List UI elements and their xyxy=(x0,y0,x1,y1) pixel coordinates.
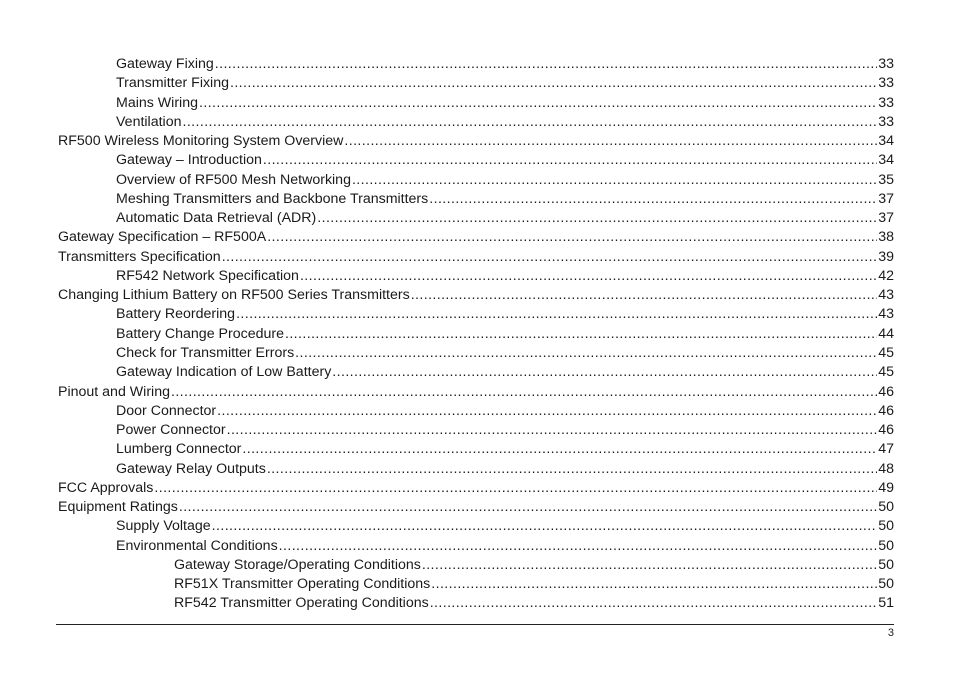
toc-entry-battery-change-procedure[interactable] xyxy=(0,325,954,344)
toc-entry-page: 51 xyxy=(878,595,894,612)
toc-dot-leader xyxy=(222,248,878,267)
table-of-contents xyxy=(0,55,954,614)
toc-entry-title: Changing Lithium Battery on RF500 Series Transmitters xyxy=(58,287,410,304)
toc-dot-leader xyxy=(279,537,878,556)
toc-entry-page: 33 xyxy=(878,56,894,72)
toc-entry-title: Automatic Data Retrieval (ADR) xyxy=(116,210,317,227)
toc-entry-title: Transmitters Specification xyxy=(58,248,221,265)
toc-entry-title: Overview of RF500 Mesh Networking xyxy=(116,171,351,188)
toc-entry-page: 42 xyxy=(878,267,894,284)
toc-entry-page: 34 xyxy=(878,152,894,169)
toc-entry-page: 43 xyxy=(878,306,894,323)
toc-entry-title: Battery Change Procedure xyxy=(116,325,284,342)
toc-dot-leader xyxy=(411,286,878,305)
toc-entry-title: Supply Voltage xyxy=(116,518,211,535)
toc-dot-leader xyxy=(267,460,877,479)
toc-dot-leader xyxy=(215,55,877,74)
toc-entry-environmental-conditions[interactable] xyxy=(0,537,954,556)
toc-entry-page: 46 xyxy=(878,402,894,419)
toc-entry-title: RF51X Transmitter Operating Conditions xyxy=(174,576,431,593)
toc-entry-page: 35 xyxy=(878,171,894,188)
toc-entry-title: RF542 Transmitter Operating Conditions xyxy=(174,595,429,612)
toc-entry-title: RF500 Wireless Monitoring System Overview xyxy=(58,133,344,150)
toc-dot-leader xyxy=(242,440,877,459)
toc-entry-meshing-backbone[interactable] xyxy=(0,190,954,209)
toc-entry-page: 50 xyxy=(878,576,894,593)
toc-entry-gateway-fixing[interactable] xyxy=(0,55,954,74)
toc-dot-leader xyxy=(430,594,878,613)
toc-entry-gateway-storage-conditions[interactable] xyxy=(0,556,954,575)
toc-entry-title: Gateway Fixing xyxy=(116,56,214,72)
toc-entry-pinout-wiring[interactable] xyxy=(0,383,954,402)
toc-entry-page: 50 xyxy=(878,537,894,554)
toc-entry-page: 50 xyxy=(878,518,894,535)
toc-entry-page: 33 xyxy=(878,75,894,92)
footer-rule xyxy=(56,624,894,625)
toc-entry-adr[interactable] xyxy=(0,209,954,228)
toc-entry-page: 50 xyxy=(878,499,894,516)
toc-entry-title: Mains Wiring xyxy=(116,94,198,111)
toc-entry-power-connector[interactable] xyxy=(0,421,954,440)
toc-entry-transmitters-specification[interactable] xyxy=(0,248,954,267)
toc-entry-relay-outputs[interactable] xyxy=(0,460,954,479)
toc-entry-title: Check for Transmitter Errors xyxy=(116,344,295,361)
toc-entry-title: Power Connector xyxy=(116,422,226,439)
toc-entry-title: RF542 Network Specification xyxy=(116,267,299,284)
toc-dot-leader xyxy=(154,479,877,498)
toc-dot-leader xyxy=(182,113,877,132)
toc-entry-page: 43 xyxy=(878,287,894,304)
toc-dot-leader xyxy=(236,305,877,324)
toc-entry-title: Gateway Relay Outputs xyxy=(116,460,266,477)
toc-entry-title: Gateway Indication of Low Battery xyxy=(116,364,332,381)
toc-entry-supply-voltage[interactable] xyxy=(0,517,954,536)
toc-dot-leader xyxy=(332,363,877,382)
toc-entry-transmitter-errors[interactable] xyxy=(0,344,954,363)
toc-entry-title: Lumberg Connector xyxy=(116,441,242,458)
toc-dot-leader xyxy=(199,94,877,113)
toc-dot-leader xyxy=(285,325,877,344)
toc-entry-low-battery[interactable] xyxy=(0,363,954,382)
toc-entry-rf542-conditions[interactable] xyxy=(0,594,954,613)
toc-entry-page: 46 xyxy=(878,383,894,400)
toc-entry-gateway-specification[interactable] xyxy=(0,228,954,247)
toc-entry-mains-wiring[interactable] xyxy=(0,94,954,113)
toc-entry-page: 37 xyxy=(878,190,894,207)
toc-entry-changing-battery[interactable] xyxy=(0,286,954,305)
toc-dot-leader xyxy=(429,190,877,209)
page-number: 3 xyxy=(887,627,894,639)
toc-entry-page: 45 xyxy=(878,364,894,381)
toc-dot-leader xyxy=(212,517,878,536)
toc-dot-leader xyxy=(230,74,877,93)
toc-entry-ventilation[interactable] xyxy=(0,113,954,132)
toc-entry-rf51x-conditions[interactable] xyxy=(0,575,954,594)
toc-entry-title: FCC Approvals xyxy=(58,479,154,496)
toc-entry-title: Gateway Specification – RF500A xyxy=(58,229,267,246)
toc-dot-leader xyxy=(422,556,877,575)
toc-entry-page: 33 xyxy=(878,113,894,130)
toc-entry-title: Gateway Storage/Operating Conditions xyxy=(174,556,421,573)
toc-dot-leader xyxy=(179,498,877,517)
toc-dot-leader xyxy=(263,151,877,170)
toc-entry-title: Gateway – Introduction xyxy=(116,152,262,169)
toc-entry-title: Pinout and Wiring xyxy=(58,383,170,400)
toc-entry-page: 34 xyxy=(878,133,894,150)
toc-entry-door-connector[interactable] xyxy=(0,402,954,421)
toc-entry-rf542-network[interactable] xyxy=(0,267,954,286)
toc-entry-title: Battery Reordering xyxy=(116,306,236,323)
toc-entry-page: 37 xyxy=(878,210,894,227)
toc-entry-battery-reordering[interactable] xyxy=(0,305,954,324)
toc-entry-equipment-ratings[interactable] xyxy=(0,498,954,517)
toc-dot-leader xyxy=(300,267,877,286)
toc-entry-title: Meshing Transmitters and Backbone Transmitters xyxy=(116,190,429,207)
toc-entry-title: Transmitter Fixing xyxy=(116,75,229,92)
toc-entry-page: 49 xyxy=(878,479,894,496)
toc-dot-leader xyxy=(344,132,877,151)
toc-entry-page: 39 xyxy=(878,248,894,265)
toc-entry-system-overview[interactable] xyxy=(0,132,954,151)
toc-entry-transmitter-fixing[interactable] xyxy=(0,74,954,93)
toc-dot-leader xyxy=(267,228,877,247)
toc-dot-leader xyxy=(217,402,877,421)
toc-entry-page: 45 xyxy=(878,344,894,361)
toc-dot-leader xyxy=(227,421,878,440)
toc-entry-fcc-approvals[interactable] xyxy=(0,479,954,498)
toc-entry-page: 38 xyxy=(878,229,894,246)
toc-entry-page: 46 xyxy=(878,422,894,439)
toc-entry-page: 47 xyxy=(878,441,894,458)
toc-dot-leader xyxy=(317,209,877,228)
toc-dot-leader xyxy=(171,383,877,402)
toc-dot-leader xyxy=(352,171,877,190)
toc-entry-mesh-networking[interactable] xyxy=(0,171,954,190)
toc-dot-leader xyxy=(295,344,877,363)
toc-entry-gateway-introduction[interactable] xyxy=(0,151,954,170)
toc-entry-title: Ventilation xyxy=(116,113,182,130)
toc-entry-lumberg-connector[interactable] xyxy=(0,440,954,459)
toc-entry-title: Door Connector xyxy=(116,402,217,419)
toc-entry-page: 33 xyxy=(878,94,894,111)
toc-entry-page: 48 xyxy=(878,460,894,477)
toc-entry-title: Equipment Ratings xyxy=(58,499,178,516)
toc-entry-page: 50 xyxy=(878,556,894,573)
toc-entry-title: Environmental Conditions xyxy=(116,537,278,554)
toc-dot-leader xyxy=(431,575,877,594)
toc-entry-page: 44 xyxy=(878,325,894,342)
